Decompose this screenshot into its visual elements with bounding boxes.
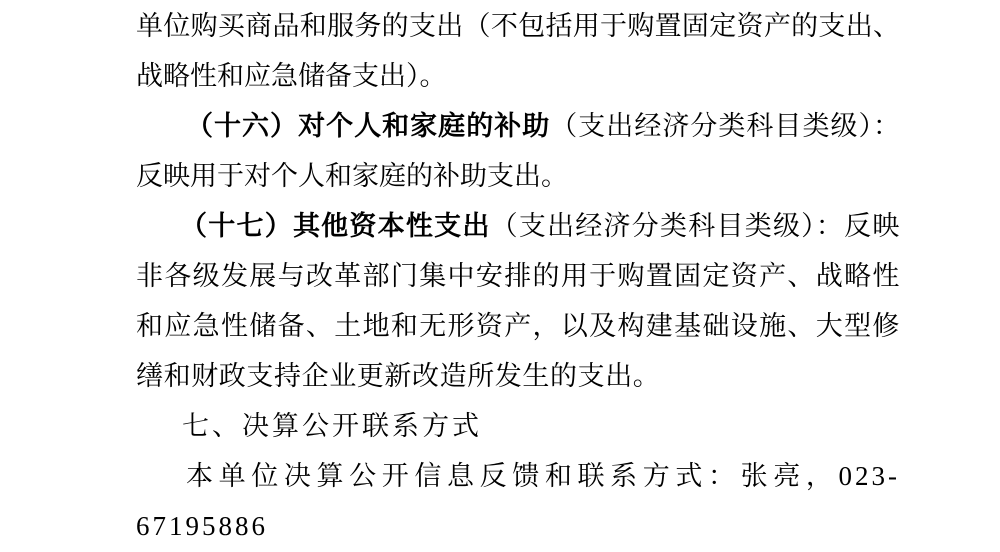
section-7-heading: 七、决算公开联系方式 — [182, 411, 482, 441]
item-17-heading: （十七）其他资本性支出 — [180, 211, 491, 241]
item-16-heading: （十六）对个人和家庭的补助 — [186, 111, 551, 141]
paragraph-goods-and-services-continuation — [136, 1, 900, 101]
paragraph-item-17-other-capital-expenditure — [136, 201, 900, 401]
contact-info-text: 本单位决算公开信息反馈和联系方式：张亮，023-67195886 — [136, 461, 900, 541]
goods-and-services-text: 单位购买商品和服务的支出（不包括用于购置固定资产的支出、战略性和应急储备支出）。 — [136, 11, 900, 91]
paragraph-contact-info — [136, 451, 900, 551]
item-16-description: （支出经济分类科目类级）：反映用于对个人和家庭的补助支出。 — [136, 111, 901, 191]
document-body — [136, 0, 900, 551]
paragraph-item-16-subsidies — [136, 101, 900, 201]
item-17-description: （支出经济分类科目类级）：反映非各级发展与改革部门集中安排的用于购置固定资产、战略性和应急性储备、土地和无形资产，以及构建基础设施、大型修缮和财政支持企业更新改造所发生的支出。 — [136, 211, 900, 391]
